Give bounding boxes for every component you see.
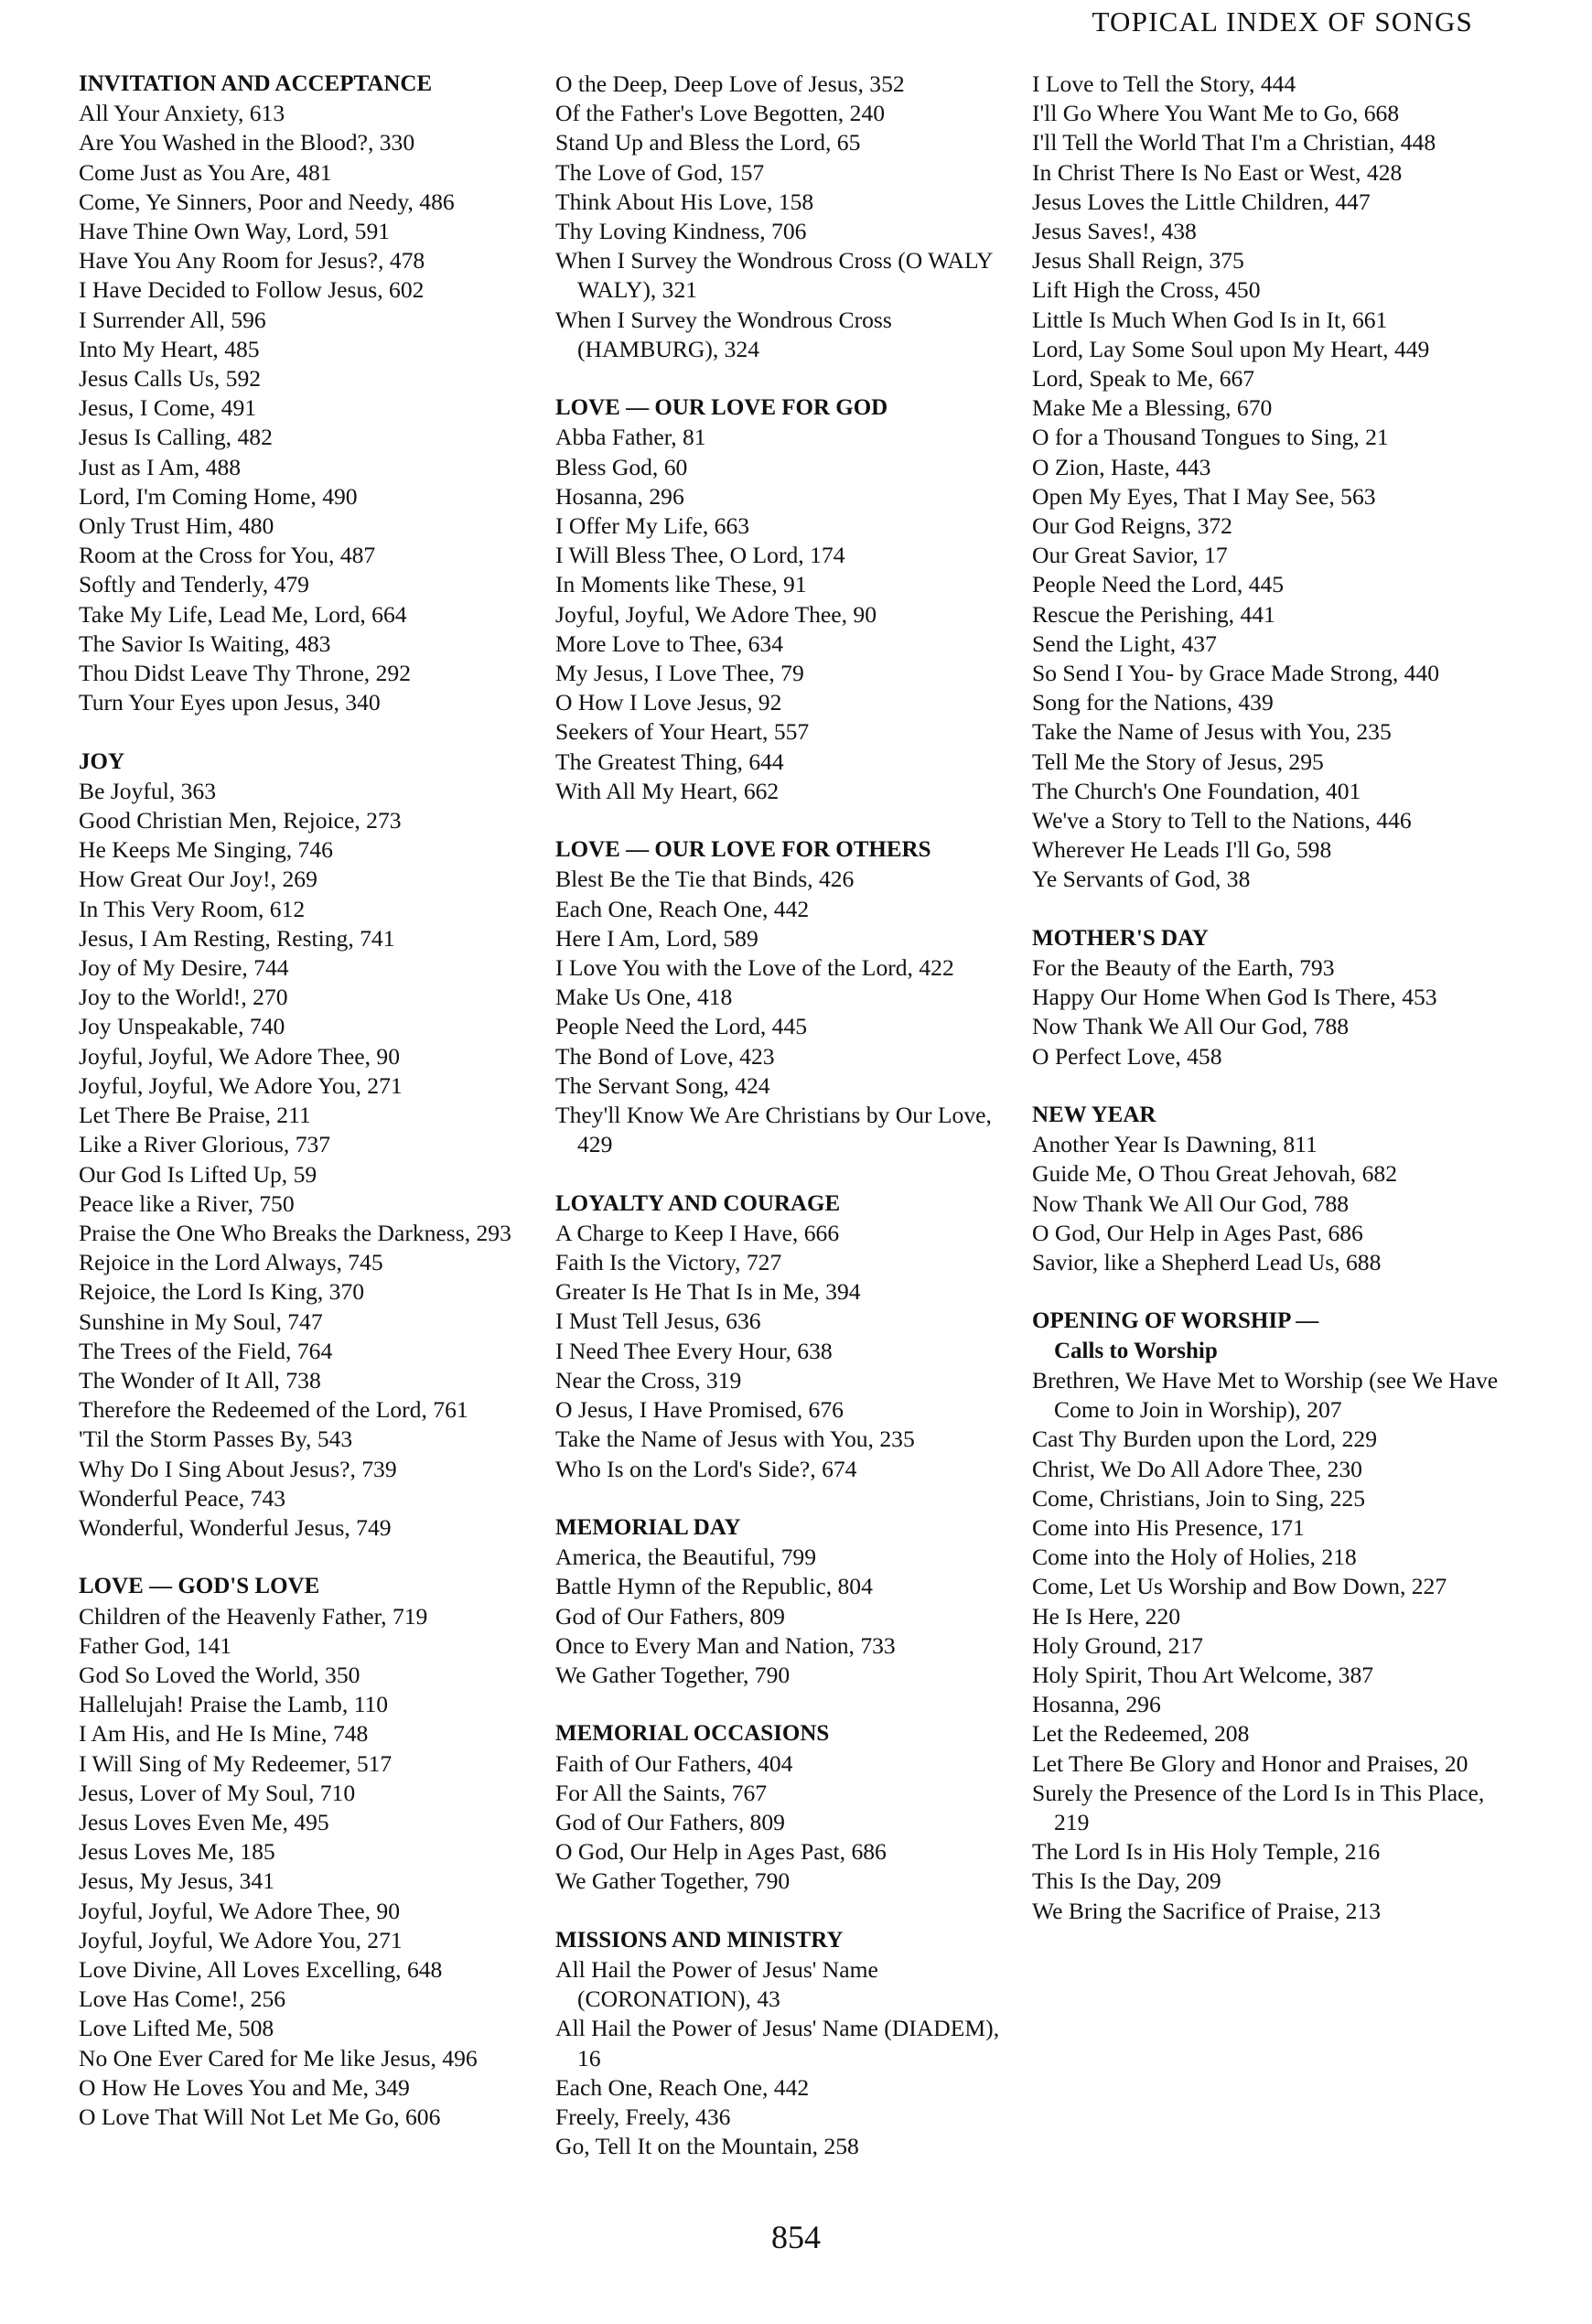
song-entry: People Need the Lord, 445 xyxy=(1032,571,1285,598)
song-entry: Jesus Shall Reign, 375 xyxy=(1032,247,1244,274)
song-entry: When I Survey the Wondrous Cross (O WALY WALY), 321 xyxy=(555,247,993,304)
song-entry: We Bring the Sacrifice of Praise, 213 xyxy=(1032,1897,1382,1924)
song-entry: Only Trust Him, 480 xyxy=(79,512,274,540)
song-entry: Now Thank We All Our God, 788 xyxy=(1032,1189,1350,1217)
index-section xyxy=(1032,70,1499,895)
section-title: MEMORIAL DAY xyxy=(555,1514,741,1540)
song-entry: Let the Redeemed, 208 xyxy=(1032,1720,1250,1748)
song-entry: Like a River Glorious, 737 xyxy=(79,1131,331,1158)
song-entry: Rescue the Perishing, 441 xyxy=(1032,600,1275,628)
song-entry: Come, Christians, Join to Sing, 225 xyxy=(1032,1484,1366,1512)
song-entry: O God, Our Help in Ages Past, 686 xyxy=(555,1838,887,1866)
song-entry: Who Is on the Lord's Side?, 674 xyxy=(555,1455,857,1482)
song-entry: Jesus Loves Me, 185 xyxy=(79,1838,275,1866)
song-entry: Lord, Lay Some Soul upon My Heart, 449 xyxy=(1032,335,1430,362)
song-entry: The Savior Is Waiting, 483 xyxy=(79,629,331,657)
song-entry: Therefore the Redeemed of the Lord, 761 xyxy=(79,1396,468,1424)
song-entry: Take My Life, Lead Me, Lord, 664 xyxy=(79,600,407,628)
song-entry: 'Til the Storm Passes By, 543 xyxy=(79,1426,353,1453)
song-entry: The Trees of the Field, 764 xyxy=(79,1337,333,1364)
song-entry: Room at the Cross for You, 487 xyxy=(79,542,376,569)
song-entry: Thou Didst Leave Thy Throne, 292 xyxy=(79,660,411,687)
song-entry: I Love to Tell the Story, 444 xyxy=(1032,70,1296,97)
song-entry: Let There Be Praise, 211 xyxy=(79,1102,311,1129)
song-entry: Freely, Freely, 436 xyxy=(555,2103,731,2130)
song-entry: Jesus Loves the Little Children, 447 xyxy=(1032,188,1371,215)
song-entry: They'll Know We Are Christians by Our Love, 429 xyxy=(555,1102,992,1158)
index-section xyxy=(555,393,1013,806)
page-number: 854 xyxy=(771,2219,821,2255)
song-entry: Into My Heart, 485 xyxy=(79,335,260,362)
song-entry: Father God, 141 xyxy=(79,1631,232,1659)
song-entry: Seekers of Your Heart, 557 xyxy=(555,718,810,746)
song-entry: I Will Bless Thee, O Lord, 174 xyxy=(555,542,845,569)
song-entry: Take the Name of Jesus with You, 235 xyxy=(1032,718,1392,746)
index-section xyxy=(555,1926,1013,2162)
song-entry: Holy Ground, 217 xyxy=(1032,1631,1203,1659)
song-entry: Come into His Presence, 171 xyxy=(1032,1513,1305,1541)
index-column-3 xyxy=(1032,70,1499,1955)
section-title: INVITATION AND ACCEPTANCE xyxy=(79,71,433,96)
song-entry: Each One, Reach One, 442 xyxy=(555,895,810,922)
song-entry: Take the Name of Jesus with You, 235 xyxy=(555,1426,915,1453)
section-title: LOVE — GOD'S LOVE xyxy=(79,1574,320,1599)
song-entry: The Wonder of It All, 738 xyxy=(79,1366,321,1393)
song-entry: For the Beauty of the Earth, 793 xyxy=(1032,954,1335,982)
song-entry: Have Thine Own Way, Lord, 591 xyxy=(79,218,391,245)
song-entry: Wherever He Leads I'll Go, 598 xyxy=(1032,836,1332,864)
index-section xyxy=(555,835,1013,1159)
song-entry: We Gather Together, 790 xyxy=(555,1661,791,1688)
song-entry: Our Great Savior, 17 xyxy=(1032,542,1228,569)
song-entry: Just as I Am, 488 xyxy=(79,453,242,480)
song-entry: Joyful, Joyful, We Adore You, 271 xyxy=(79,1071,403,1099)
song-entry: For All the Saints, 767 xyxy=(555,1779,768,1806)
song-entry: The Bond of Love, 423 xyxy=(555,1042,775,1070)
song-entry: Hallelujah! Praise the Lamb, 110 xyxy=(79,1691,389,1718)
song-entry: Abba Father, 81 xyxy=(555,424,706,451)
index-section xyxy=(555,1719,1013,1896)
song-entry: O for a Thousand Tongues to Sing, 21 xyxy=(1032,424,1389,451)
index-section xyxy=(79,70,536,717)
song-entry: In Moments like These, 91 xyxy=(555,571,807,598)
song-entry: We've a Story to Tell to the Nations, 446 xyxy=(1032,807,1412,834)
song-entry: Jesus Saves!, 438 xyxy=(1032,218,1197,245)
song-entry: Lord, I'm Coming Home, 490 xyxy=(79,482,358,510)
song-entry: O Perfect Love, 458 xyxy=(1032,1042,1222,1070)
song-entry: Greater Is He That Is in Me, 394 xyxy=(555,1278,861,1306)
song-entry: Thy Loving Kindness, 706 xyxy=(555,218,807,245)
song-entry: Now Thank We All Our God, 788 xyxy=(1032,1013,1350,1040)
song-entry: Brethren, We Have Met to Worship (see We Have Come to Join in Worship), 207 xyxy=(1032,1366,1499,1424)
song-entry: Savior, like a Shepherd Lead Us, 688 xyxy=(1032,1249,1382,1276)
song-entry: Here I Am, Lord, 589 xyxy=(555,924,758,952)
song-entry: In This Very Room, 612 xyxy=(79,895,306,922)
song-entry: I Will Sing of My Redeemer, 517 xyxy=(79,1749,393,1777)
song-entry: Jesus Calls Us, 592 xyxy=(79,365,262,393)
index-section xyxy=(555,1513,1013,1690)
song-entry: Another Year Is Dawning, 811 xyxy=(1032,1131,1318,1158)
song-entry: He Is Here, 220 xyxy=(1032,1602,1181,1630)
index-column-2 xyxy=(555,70,1013,2191)
song-entry: Children of the Heavenly Father, 719 xyxy=(79,1602,428,1630)
song-entry: With All My Heart, 662 xyxy=(555,777,780,804)
section-title: OPENING OF WORSHIP — xyxy=(1032,1308,1319,1334)
song-entry: Make Me a Blessing, 670 xyxy=(1032,394,1273,422)
song-entry: God of Our Fathers, 809 xyxy=(555,1602,785,1630)
song-entry: Love Has Come!, 256 xyxy=(79,1985,286,2013)
song-entry: Near the Cross, 319 xyxy=(555,1366,742,1393)
song-entry: America, the Beautiful, 799 xyxy=(555,1544,816,1571)
song-entry: Be Joyful, 363 xyxy=(79,777,217,804)
song-entry: O the Deep, Deep Love of Jesus, 352 xyxy=(555,70,905,97)
song-entry: No One Ever Cared for Me like Jesus, 496 xyxy=(79,2044,478,2071)
song-entry: I Have Decided to Follow Jesus, 602 xyxy=(79,276,425,304)
song-entry: Tell Me the Story of Jesus, 295 xyxy=(1032,748,1324,775)
song-entry: Have You Any Room for Jesus?, 478 xyxy=(79,247,425,274)
song-entry: How Great Our Joy!, 269 xyxy=(79,866,317,893)
song-entry: Our God Is Lifted Up, 59 xyxy=(79,1160,317,1188)
song-entry: Surely the Presence of the Lord Is in This Place, 219 xyxy=(1032,1779,1485,1835)
song-entry: Jesus, My Jesus, 341 xyxy=(79,1867,275,1895)
song-entry: O How He Loves You and Me, 349 xyxy=(79,2073,410,2101)
song-entry: Of the Father's Love Begotten, 240 xyxy=(555,100,885,127)
song-entry: So Send I You- by Grace Made Strong, 440 xyxy=(1032,660,1440,687)
song-entry: The Church's One Foundation, 401 xyxy=(1032,777,1361,804)
song-entry: Open My Eyes, That I May See, 563 xyxy=(1032,482,1376,510)
song-entry: This Is the Day, 209 xyxy=(1032,1867,1221,1895)
song-entry: Softly and Tenderly, 479 xyxy=(79,571,309,598)
section-title: JOY xyxy=(79,748,124,774)
song-entry: Joyful, Joyful, We Adore You, 271 xyxy=(79,1926,403,1953)
song-entry: We Gather Together, 790 xyxy=(555,1867,791,1895)
section-title: LOVE — OUR LOVE FOR GOD xyxy=(555,395,888,421)
song-entry: Lord, Speak to Me, 667 xyxy=(1032,365,1255,393)
song-entry: Good Christian Men, Rejoice, 273 xyxy=(79,807,402,834)
song-entry: My Jesus, I Love Thee, 79 xyxy=(555,660,804,687)
song-entry: I Offer My Life, 663 xyxy=(555,512,750,540)
song-entry: Battle Hymn of the Republic, 804 xyxy=(555,1573,873,1600)
song-entry: Make Us One, 418 xyxy=(555,984,733,1011)
song-entry: The Greatest Thing, 644 xyxy=(555,748,784,775)
song-entry: I'll Go Where You Want Me to Go, 668 xyxy=(1032,100,1400,127)
section-title: MOTHER'S DAY xyxy=(1032,925,1209,951)
section-title: LOVE — OUR LOVE FOR OTHERS xyxy=(555,837,931,863)
song-entry: Jesus, Lover of My Soul, 710 xyxy=(79,1779,356,1806)
song-entry: Blest Be the Tie that Binds, 426 xyxy=(555,866,855,893)
song-entry: Come, Ye Sinners, Poor and Needy, 486 xyxy=(79,188,455,215)
song-entry: All Your Anxiety, 613 xyxy=(79,100,285,127)
song-entry: O Love That Will Not Let Me Go, 606 xyxy=(79,2103,441,2130)
song-entry: Are You Washed in the Blood?, 330 xyxy=(79,129,415,156)
song-entry: Joyful, Joyful, We Adore Thee, 90 xyxy=(79,1897,400,1924)
song-entry: I'll Tell the World That I'm a Christian, 448 xyxy=(1032,129,1436,156)
song-entry: Rejoice in the Lord Always, 745 xyxy=(79,1249,383,1276)
song-entry: More Love to Thee, 634 xyxy=(555,629,784,657)
song-entry: Each One, Reach One, 442 xyxy=(555,2073,810,2101)
song-entry: A Charge to Keep I Have, 666 xyxy=(555,1219,840,1246)
song-entry: Wonderful Peace, 743 xyxy=(79,1484,286,1512)
song-entry: I Must Tell Jesus, 636 xyxy=(555,1307,761,1335)
song-entry: Rejoice, the Lord Is King, 370 xyxy=(79,1278,365,1306)
song-entry: Guide Me, O Thou Great Jehovah, 682 xyxy=(1032,1160,1397,1188)
song-entry: The Love of God, 157 xyxy=(555,158,765,186)
song-entry: Stand Up and Bless the Lord, 65 xyxy=(555,129,861,156)
section-title: LOYALTY AND COURAGE xyxy=(555,1190,841,1216)
song-entry: Peace like a River, 750 xyxy=(79,1189,295,1217)
song-entry: Little Is Much When God Is in It, 661 xyxy=(1032,306,1388,333)
song-entry: God So Loved the World, 350 xyxy=(79,1661,360,1688)
song-entry: Hosanna, 296 xyxy=(555,482,684,510)
song-entry: Send the Light, 437 xyxy=(1032,629,1217,657)
section-title: NEW YEAR xyxy=(1032,1103,1156,1128)
song-entry: All Hail the Power of Jesus' Name (CORONATION), 43 xyxy=(555,1955,878,2013)
song-entry: Christ, We Do All Adore Thee, 230 xyxy=(1032,1455,1362,1482)
song-entry: Jesus, I Come, 491 xyxy=(79,394,257,422)
song-entry: Lift High the Cross, 450 xyxy=(1032,276,1261,304)
section-title: MISSIONS AND MINISTRY xyxy=(555,1927,844,1953)
song-entry: He Keeps Me Singing, 746 xyxy=(79,836,333,864)
song-entry: Come into the Holy of Holies, 218 xyxy=(1032,1544,1357,1571)
index-section xyxy=(555,1189,1013,1484)
index-section xyxy=(79,748,536,1543)
song-entry: Faith of Our Fathers, 404 xyxy=(555,1749,793,1777)
page-header: TOPICAL INDEX OF SONGS xyxy=(1092,5,1473,38)
song-entry: O God, Our Help in Ages Past, 686 xyxy=(1032,1219,1363,1246)
song-entry: People Need the Lord, 445 xyxy=(555,1013,808,1040)
index-section xyxy=(79,1572,536,2132)
song-entry: Come Just as You Are, 481 xyxy=(79,158,332,186)
section-subtitle: Calls to Worship xyxy=(1054,1338,1218,1363)
song-entry: The Servant Song, 424 xyxy=(555,1071,770,1099)
song-entry: Ye Servants of God, 38 xyxy=(1032,866,1251,893)
song-entry: Jesus Is Calling, 482 xyxy=(79,424,273,451)
song-entry: Joyful, Joyful, We Adore Thee, 90 xyxy=(555,600,877,628)
song-entry: Our God Reigns, 372 xyxy=(1032,512,1232,540)
index-section xyxy=(1032,1307,1499,1925)
song-entry: I Am His, and He Is Mine, 748 xyxy=(79,1720,369,1748)
song-entry: Happy Our Home When God Is There, 453 xyxy=(1032,984,1437,1011)
song-entry: In Christ There Is No East or West, 428 xyxy=(1032,158,1403,186)
song-entry: Joy Unspeakable, 740 xyxy=(79,1013,285,1040)
index-section xyxy=(1032,1101,1499,1277)
song-entry: Why Do I Sing About Jesus?, 739 xyxy=(79,1455,397,1482)
song-entry: God of Our Fathers, 809 xyxy=(555,1808,785,1835)
song-entry: Love Divine, All Loves Excelling, 648 xyxy=(79,1955,443,1983)
song-entry: O How I Love Jesus, 92 xyxy=(555,689,782,716)
song-entry: Think About His Love, 158 xyxy=(555,188,814,215)
song-entry: Sunshine in My Soul, 747 xyxy=(79,1307,323,1335)
song-entry: Jesus, I Am Resting, Resting, 741 xyxy=(79,924,395,952)
index-section xyxy=(555,70,1013,364)
song-entry: Wonderful, Wonderful Jesus, 749 xyxy=(79,1513,392,1541)
song-entry: Bless God, 60 xyxy=(555,453,688,480)
index-column-1 xyxy=(79,70,536,2161)
song-entry: Faith Is the Victory, 727 xyxy=(555,1249,782,1276)
song-entry: Cast Thy Burden upon the Lord, 229 xyxy=(1032,1426,1377,1453)
song-entry: Song for the Nations, 439 xyxy=(1032,689,1274,716)
song-entry: I Need Thee Every Hour, 638 xyxy=(555,1337,833,1364)
index-section xyxy=(1032,924,1499,1071)
song-entry: Joy to the World!, 270 xyxy=(79,984,288,1011)
song-entry: Hosanna, 296 xyxy=(1032,1691,1161,1718)
song-entry: Joy of My Desire, 744 xyxy=(79,954,289,982)
song-entry: Joyful, Joyful, We Adore Thee, 90 xyxy=(79,1042,400,1070)
song-entry: Once to Every Man and Nation, 733 xyxy=(555,1631,896,1659)
song-entry: Jesus Loves Even Me, 495 xyxy=(79,1808,329,1835)
section-title: MEMORIAL OCCASIONS xyxy=(555,1721,830,1747)
song-entry: I Love You with the Love of the Lord, 422 xyxy=(555,954,954,982)
song-entry: When I Survey the Wondrous Cross (HAMBURG), 324 xyxy=(555,306,892,362)
song-entry: O Zion, Haste, 443 xyxy=(1032,453,1211,480)
song-entry: O Jesus, I Have Promised, 676 xyxy=(555,1396,844,1424)
song-entry: Go, Tell It on the Mountain, 258 xyxy=(555,2133,859,2160)
song-entry: I Surrender All, 596 xyxy=(79,306,266,333)
song-entry: Holy Spirit, Thou Art Welcome, 387 xyxy=(1032,1661,1374,1688)
song-entry: All Hail the Power of Jesus' Name (DIADEM), 16 xyxy=(555,2015,1000,2071)
song-entry: Come, Let Us Worship and Bow Down, 227 xyxy=(1032,1573,1447,1600)
song-entry: Praise the One Who Breaks the Darkness, 293 xyxy=(79,1219,511,1246)
song-entry: Turn Your Eyes upon Jesus, 340 xyxy=(79,689,381,716)
song-entry: Let There Be Glory and Honor and Praises, 20 xyxy=(1032,1749,1468,1777)
song-entry: Love Lifted Me, 508 xyxy=(79,2015,274,2042)
song-entry: The Lord Is in His Holy Temple, 216 xyxy=(1032,1838,1381,1866)
